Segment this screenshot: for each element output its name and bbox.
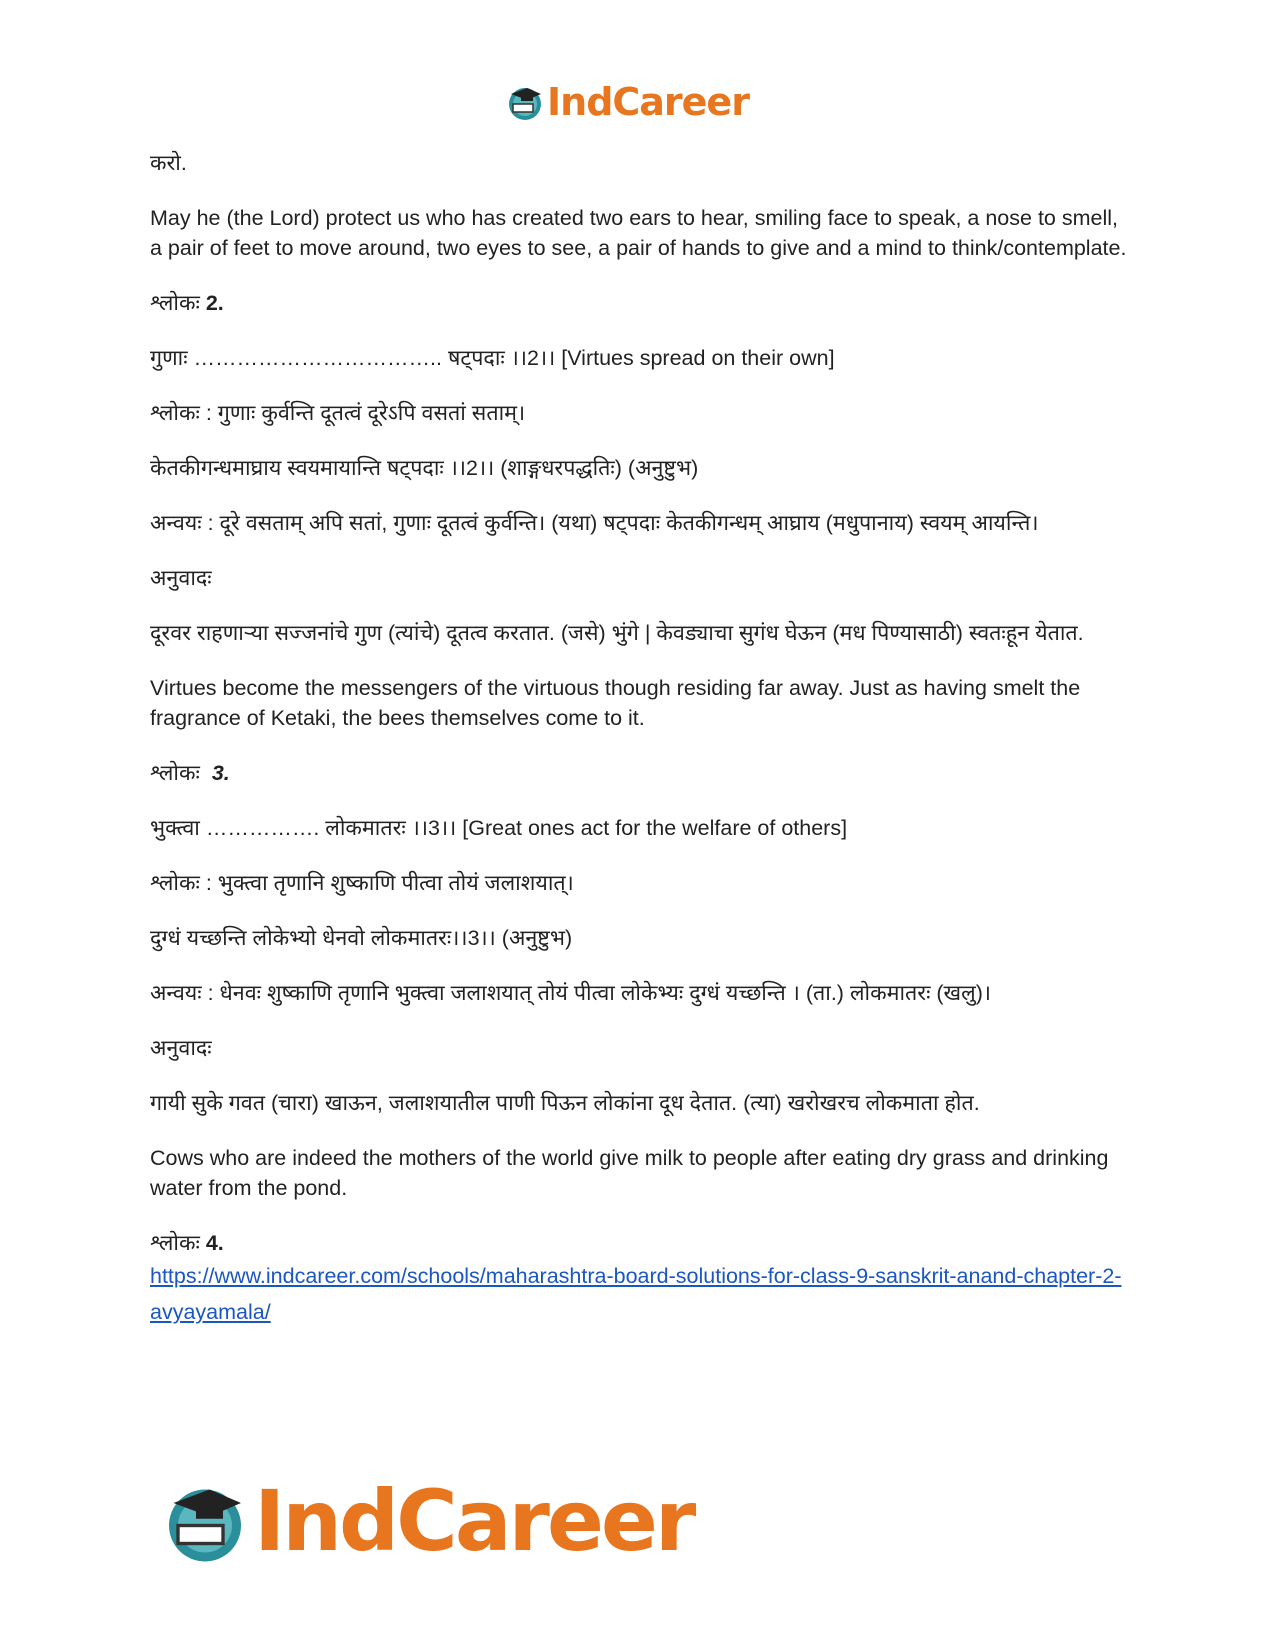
shloka-summary-line: गुणाः …………………………….. षट्पदाः ।।2।। [Virtues spread on their own] xyxy=(150,346,835,370)
anuvad-label: अनुवादः xyxy=(150,1036,212,1060)
shloka-line: केतकीगन्धमाघ्राय स्वयमायान्ति षट्पदाः ।।2।। (शाङ्गधरपद्धतिः) (अनुष्टुभ) xyxy=(150,456,699,480)
anvay: अन्वयः : दूरे वसताम् अपि सतां, गुणाः दूतत्वं कुर्वन्ति। (यथा) षट्पदाः केतकीगन्धम् आघ्राय (मधुपानाय) स्वयम् आयन्ति। xyxy=(150,511,1039,535)
shloka-line: दुग्धं यच्छन्ति लोकेभ्यो धेनवो लोकमातरः।।3।। (अनुष्टुभ) xyxy=(150,926,573,950)
shloka-summary-line: भुक्त्वा ……………. लोकमातरः ।।3।। [Great ones act for the welfare of others] xyxy=(150,816,848,840)
graduation-cap-globe-icon xyxy=(505,82,545,122)
shloka-line: श्लोकः : भुक्त्वा तृणानि शुष्काणि पीत्वा तोयं जलाशयात्। xyxy=(150,871,574,895)
shloka-heading: श्लोकः 3. xyxy=(150,761,230,785)
english-translation: Virtues become the messengers of the virtuous though residing far away. Just as having smelt the fragrance of Ketaki, the bees themselves come to it. xyxy=(150,676,1081,730)
english-translation: Cows who are indeed the mothers of the world give milk to people after eating dry grass and drinking water from the pond. xyxy=(150,1146,1109,1200)
shloka-line: श्लोकः : गुणाः कुर्वन्ति दूतत्वं दूरेऽपि वसतां सताम्। xyxy=(150,401,526,425)
graduation-cap-globe-icon xyxy=(160,1476,250,1566)
english-translation: May he (the Lord) protect us who has created two ears to hear, smiling face to speak, a nose to smell, a pair of feet to move around, two eyes to see, a pair of hands to give and a mind to think/contemplate. xyxy=(150,206,1127,260)
marathi-translation: दूरवर राहणाऱ्या सज्जनांचे गुण (त्यांचे) दूतत्व करतात. (जसे) भुंगे | केवड्याचा सुगंध घेऊन (मध पिण्यासाठी) स्वतःहून येतात. xyxy=(150,621,1084,645)
footer-logo xyxy=(160,1472,693,1570)
brand-name: IndCareer xyxy=(254,1472,694,1570)
marathi-translation: गायी सुके गवत (चारा) खाऊन, जलाशयातील पाणी पिऊन लोकांना दूध देतात. (त्या) खरोखरच लोकमाता होत. xyxy=(150,1091,980,1115)
shloka-heading: श्लोकः 2. xyxy=(150,291,224,315)
brand-name: IndCareer xyxy=(547,80,749,124)
document-body xyxy=(150,148,1130,1330)
source-link[interactable]: https://www.indcareer.com/schools/maharashtra-board-solutions-for-class-9-sanskrit-anand-chapter-2-avyayamala/ xyxy=(150,1264,1122,1324)
anuvad-label: अनुवादः xyxy=(150,566,212,590)
header-logo xyxy=(505,80,749,124)
anvay: अन्वयः : धेनवः शुष्काणि तृणानि भुक्त्वा जलाशयात् तोयं पीत्वा लोकेभ्यः दुग्धं यच्छन्ति । (ता.) लोकमातरः (खलु)। xyxy=(150,981,992,1005)
shloka-heading: श्लोकः 4. xyxy=(150,1231,224,1255)
paragraph: करो. xyxy=(150,151,187,175)
